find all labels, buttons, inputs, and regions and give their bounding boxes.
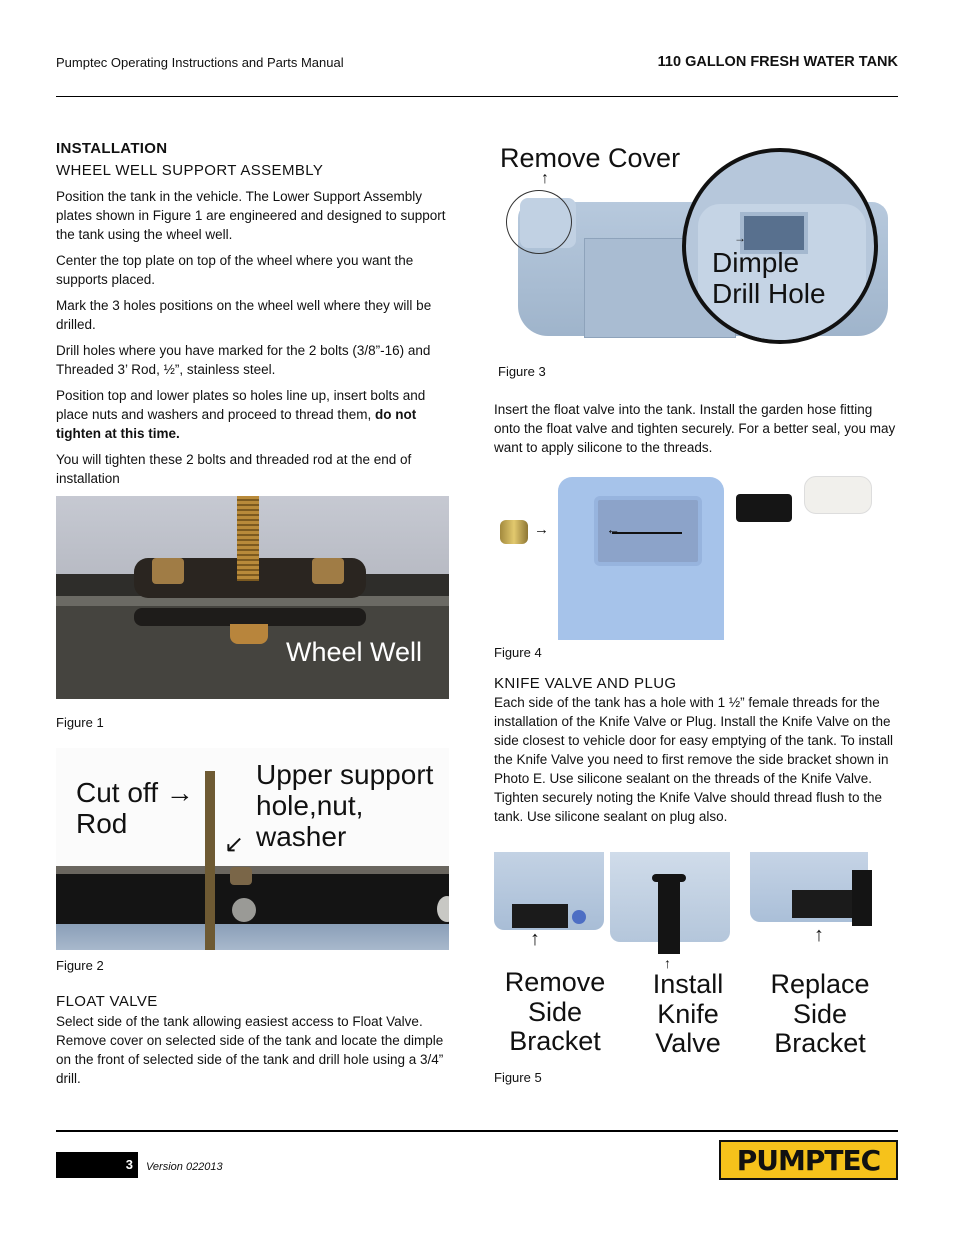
label-line: Replace [770, 969, 870, 999]
arrow-up-icon: ↑ [664, 955, 671, 971]
arrow-down-left-icon: ↙ [224, 831, 245, 858]
washer [232, 898, 256, 922]
arrow-up-icon: ↑ [814, 924, 824, 946]
figure-5-image [494, 852, 887, 1058]
knife-valve-handle [652, 874, 686, 882]
document-title: Pumptec Operating Instructions and Parts Manual [56, 55, 344, 70]
figure-4-caption: Figure 4 [494, 645, 542, 660]
arrow-right-icon: → [165, 777, 194, 808]
bolt-head-left [152, 558, 184, 584]
label-line: Knife [657, 998, 719, 1029]
float-valve-section [56, 993, 461, 1095]
upper-support-label [256, 760, 433, 852]
paragraph: Insert the float valve into the tank. Install the garden hose fitting onto the float valve and tighten securely. For a better seal, you may want to apply silicone to the threads. [494, 402, 896, 455]
label-line: Dimple [712, 247, 800, 278]
arrow-right-icon: → [734, 231, 746, 245]
cut-off-rod-label [76, 778, 194, 840]
paragraph: Center the top plate on top of the wheel where you want the supports placed. [56, 253, 414, 287]
side-bracket [512, 904, 568, 928]
label-line: Bracket [774, 1028, 866, 1058]
float-ball [804, 476, 872, 514]
knife-valve-section [494, 675, 904, 833]
figure-1-label: Wheel Well [286, 637, 423, 667]
float-valve-body [736, 494, 792, 522]
figure-4-image [494, 472, 894, 640]
figure-1-caption: Figure 1 [56, 715, 104, 730]
label-line: Side [792, 998, 848, 1029]
step-install-label [634, 970, 742, 1058]
figure-1-image [56, 496, 449, 699]
warning-text: do not tighten at this time. [56, 407, 417, 441]
cut-off-text: Cut off [76, 777, 158, 808]
version-label: Version 022013 [146, 1161, 223, 1173]
bolt-head-right [312, 558, 344, 584]
knife-valve [658, 880, 680, 954]
figure-5-caption: Figure 5 [494, 1070, 542, 1085]
left-column [56, 140, 461, 495]
plate-top-edge [56, 866, 449, 874]
paragraph-text: Position top and lower plates so holes line up, insert bolts and place nuts and washers and proceed to thread them, [56, 388, 426, 422]
label-line: Install [652, 969, 724, 999]
arrow-up-icon: ↑ [541, 170, 549, 187]
label-line: hole,nut, [256, 789, 364, 821]
figure-2-caption: Figure 2 [56, 958, 104, 973]
figure-2-image [56, 748, 449, 950]
header-divider [56, 96, 898, 97]
threaded-rod [237, 496, 259, 581]
knife-valve-installed [852, 870, 872, 926]
product-title: 110 GALLON FRESH WATER TANK [657, 54, 898, 70]
float-valve-install-text [494, 400, 899, 464]
arrow-right-icon: → [534, 521, 549, 538]
label-line: Side [527, 996, 583, 1027]
figure-3-image [496, 140, 888, 344]
label-line: washer [256, 820, 347, 852]
float-valve-text: Select side of the tank allowing easiest access to Float Valve. Remove cover on selected side of the tank and locate the dimple on the front of selected side of the tank and drill hole using a 3/4” drill. [56, 1014, 444, 1086]
label-line: Valve [655, 1028, 721, 1058]
remove-cover-label: Remove Cover [500, 143, 681, 173]
label-line: Bracket [509, 1026, 601, 1057]
plug [572, 910, 586, 924]
label-line: Drill Hole [712, 277, 826, 309]
knife-valve-title: KNIFE VALVE AND PLUG [494, 675, 677, 692]
threaded-rod [205, 771, 215, 950]
step-remove-label [496, 968, 614, 1057]
footer-divider [56, 1130, 898, 1132]
nut [230, 867, 252, 885]
pumptec-logo: PUMPTEC [719, 1140, 898, 1180]
rod-text: Rod [76, 807, 128, 839]
figure-3-caption: Figure 3 [498, 364, 546, 379]
paragraph: You will tighten these 2 bolts and threaded rod at the end of installation [56, 452, 412, 486]
insertion-arrow-line [612, 532, 682, 534]
zoom-circle-small [506, 190, 572, 254]
hose-fitting [500, 520, 528, 544]
paragraph-warning [56, 386, 461, 443]
zoom-circle-large [682, 148, 878, 344]
knife-valve-text: Each side of the tank has a hole with 1 ½” female threads for the installation of the Knife Valve or Plug. Install the Knife Valve on the side closest to vehicle door for easy emptying of the tank. To install the Knife Valve you need to first remove the side bracket shown in Photo E. Use silicone sealant on the threads of the Knife Valve. Tighten securely noting the Knife Valve should thread flush to the tank. Use silicone sealant on plug also. [494, 695, 893, 824]
paragraph: Position the tank in the vehicle. The Lower Support Assembly plates shown in Figure 1 are engineered and designed to support the tank using the wheel well. [56, 189, 446, 242]
paragraph: Drill holes where you have marked for the 2 bolts (3/8”-16) and Threaded 3’ Rod, ½”, stainless steel. [56, 343, 431, 377]
tank-background [56, 924, 449, 950]
float-valve-title: FLOAT VALVE [56, 993, 158, 1010]
arrow-left-icon: ← [606, 521, 620, 537]
paragraph: Mark the 3 holes positions on the wheel well where they will be drilled. [56, 298, 432, 332]
arrow-up-icon: ↑ [530, 928, 540, 950]
page-number: 3 [56, 1152, 138, 1178]
section-title-installation: INSTALLATION [56, 140, 168, 157]
rod-nut [230, 624, 268, 644]
subsection-title-wheel-well: WHEEL WELL SUPPORT ASSEMBLY [56, 162, 324, 179]
step-replace-label [758, 970, 882, 1058]
label-line: Remove [504, 967, 606, 997]
dimple-drill-label [712, 248, 826, 310]
label-line: Upper support [256, 759, 434, 790]
